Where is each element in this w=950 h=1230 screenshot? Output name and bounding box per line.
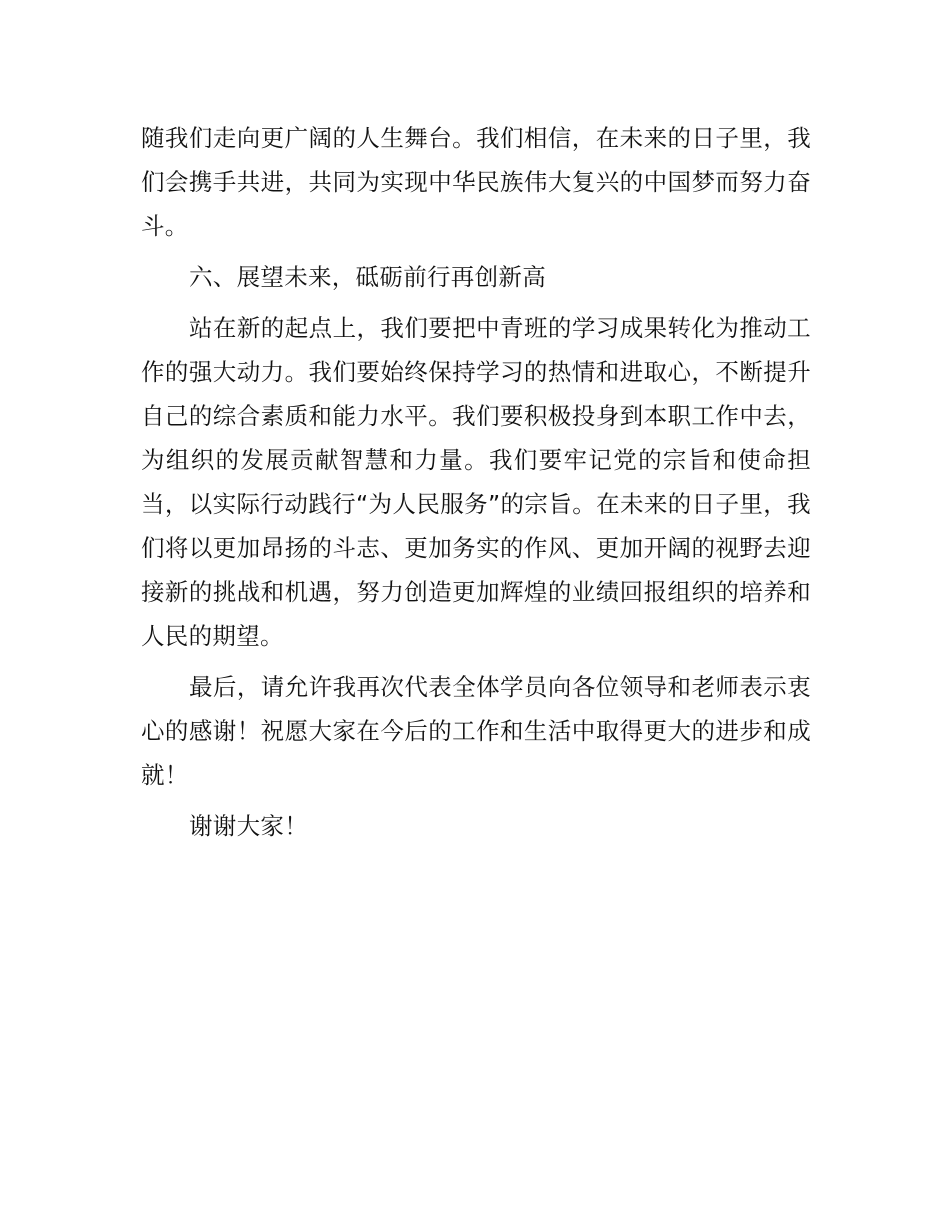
paragraph-thanks: 谢谢大家！: [189, 812, 308, 840]
document-body: [141, 116, 811, 855]
paragraph-body: 站在新的起点上，我们要把中青班的学习成果转化为推动工作的强大动力。我们要始终保持学习的热情和进取心，不断提升自己的综合素质和能力水平。我们要积极投身到本职工作中去，为组织的发展贡献智慧和力量。我们要牢记党的宗旨和使命担当，以实际行动践行“为人民服务”的宗旨。在未来的日子里，我们将以更加昂扬的斗志、更加务实的作风、更加开阔的视野去迎接新的挑战和机遇，努力创造更加辉煌的业绩回报组织的培养和人民的期望。: [141, 314, 811, 650]
paragraph-continuation: 随我们走向更广阔的人生舞台。我们相信，在未来的日子里，我们会携手共进，共同为实现中华民族伟大复兴的中国梦而努力奋斗。: [141, 124, 811, 240]
section-heading: 六、展望未来，砥砺前行再创新高: [189, 263, 546, 291]
paragraph-closing: 最后，请允许我再次代表全体学员向各位领导和老师表示衷心的感谢！祝愿大家在今后的工作和生活中取得更大的进步和成就！: [141, 673, 811, 789]
